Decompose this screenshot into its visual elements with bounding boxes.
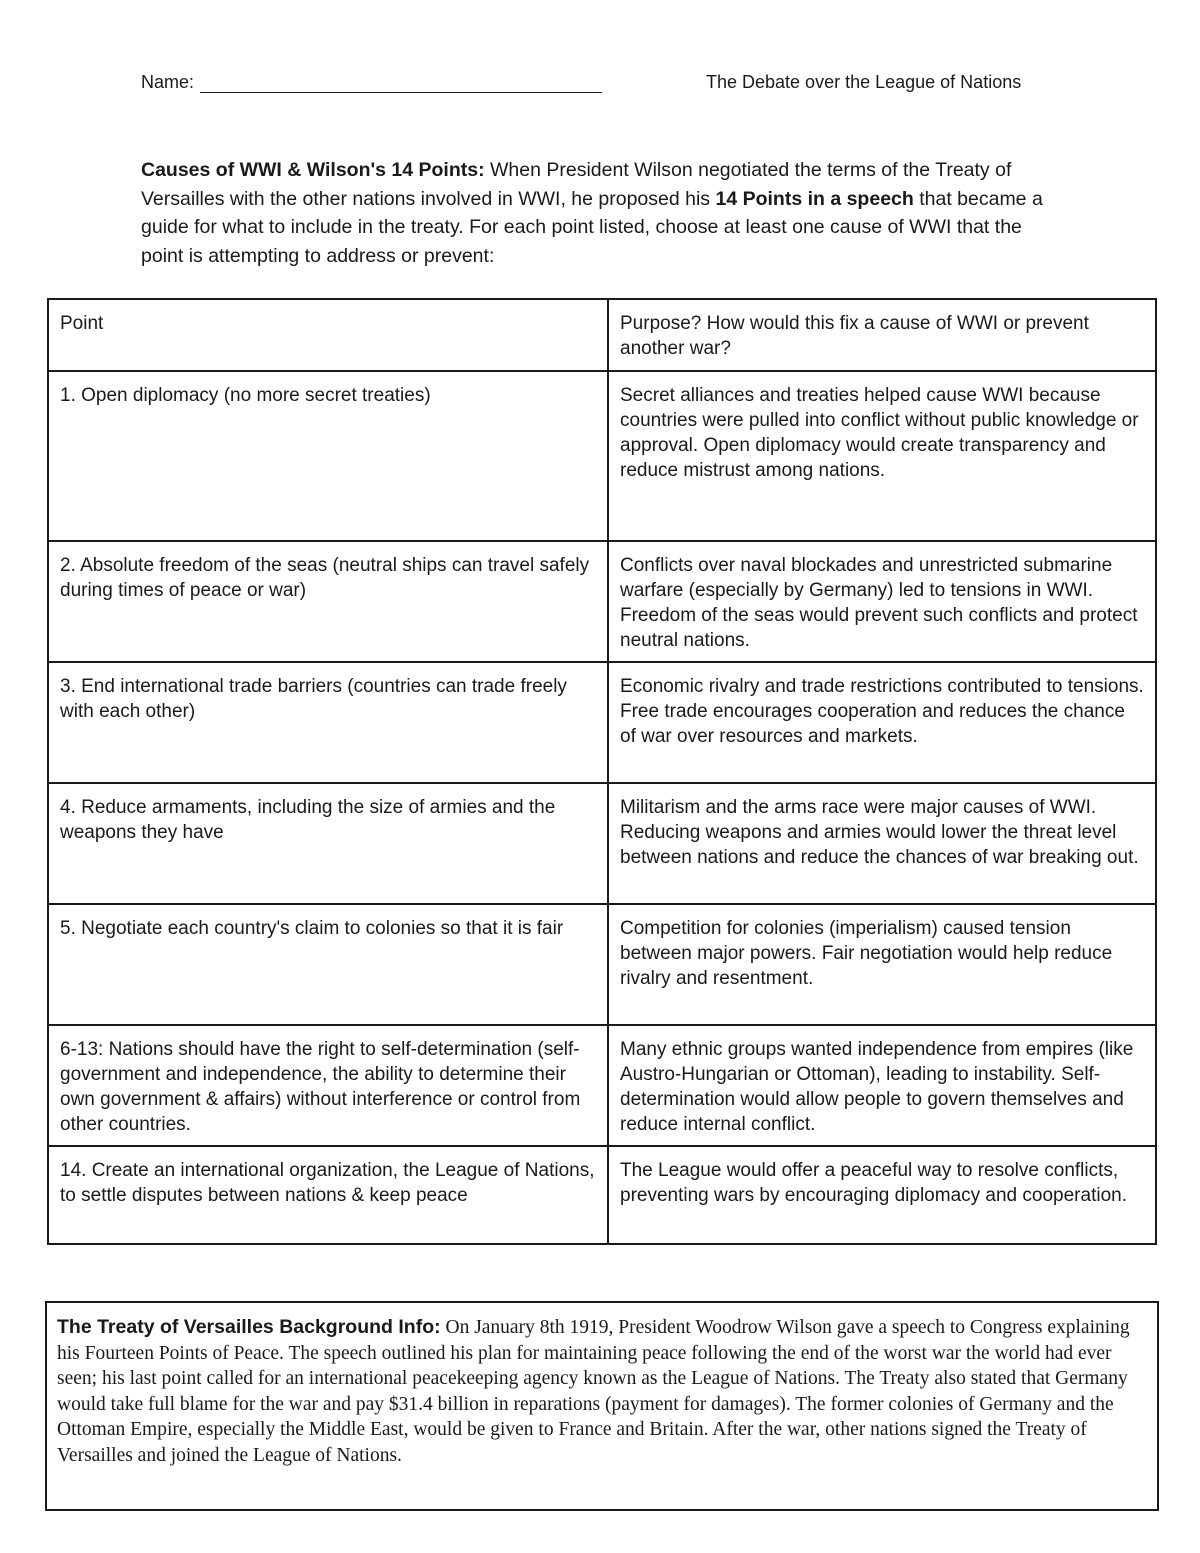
purpose-cell[interactable]: The League would offer a peaceful way to resolve conflicts, preventing wars by encouraging diplomacy and cooperation. (608, 1146, 1156, 1244)
name-field-row (141, 71, 602, 93)
table-row (48, 1146, 1156, 1244)
intro-text-2: that became a guide for what to include in the treaty. For each point listed, choose at least one cause of WWI that the point is attempting to address or prevent: (141, 187, 1043, 267)
purpose-cell[interactable]: Conflicts over naval blockades and unrestricted submarine warfare (especially by Germany) led to tensions in WWI. Freedom of the seas would prevent such conflicts and protect neutral nations. (608, 541, 1156, 662)
intro-text-1: When President Wilson negotiated the terms of the Treaty of Versailles with the other nations involved in WWI, he proposed his (141, 159, 1012, 210)
intro-paragraph (141, 156, 1046, 270)
name-blank-line[interactable] (200, 74, 602, 93)
point-cell: 1. Open diplomacy (no more secret treaties) (48, 371, 608, 541)
purpose-cell[interactable]: Many ethnic groups wanted independence from empires (like Austro-Hungarian or Ottoman), leading to instability. Self-determination would allow people to govern themselves and reduce internal conflict. (608, 1025, 1156, 1146)
purpose-cell[interactable]: Secret alliances and treaties helped cause WWI because countries were pulled into conflict without public knowledge or approval. Open diplomacy would create transparency and reduce mistrust among nations. (608, 371, 1156, 541)
table-row (48, 1025, 1156, 1146)
point-cell: 2. Absolute freedom of the seas (neutral ships can travel safely during times of peace or war) (48, 541, 608, 662)
table-row (48, 371, 1156, 541)
name-label: Name: (141, 72, 195, 92)
purpose-cell[interactable]: Economic rivalry and trade restrictions contributed to tensions. Free trade encourages cooperation and reduces the chance of war over resources and markets. (608, 662, 1156, 783)
header-purpose: Purpose? How would this fix a cause of WWI or prevent another war? (608, 299, 1156, 371)
background-info-box (45, 1301, 1159, 1511)
intro-heading: Causes of WWI & Wilson's 14 Points: (141, 159, 485, 181)
table-row (48, 662, 1156, 783)
point-cell: 5. Negotiate each country's claim to colonies so that it is fair (48, 904, 608, 1025)
background-text: On January 8th 1919, President Woodrow Wilson gave a speech to Congress explaining his Fourteen Points of Peace. The speech outlined his plan for maintaining peace following the end of the worst war the world had ever seen; his last point called for an international peacekeeping agency known as the League of Nations. The Treaty also stated that Germany would take full blame for the war and pay $31.4 billion in reparations (payment for damages). The former colonies of Germany and the Ottoman Empire, especially the Middle East, would be given to France and Britain. After the war, other nations signed the Treaty of Versailles and joined the League of Nations. (57, 1317, 1130, 1466)
worksheet-title: The Debate over the League of Nations (706, 72, 1022, 92)
table-row (48, 783, 1156, 904)
background-heading: The Treaty of Versailles Background Info: (57, 1316, 441, 1338)
table-header-row (48, 299, 1156, 371)
intro-bold-phrase: 14 Points in a speech (715, 187, 914, 210)
header-point: Point (48, 299, 608, 371)
point-cell: 14. Create an international organization, the League of Nations, to settle disputes between nations & keep peace (48, 1146, 608, 1244)
point-cell: 3. End international trade barriers (countries can trade freely with each other) (48, 662, 608, 783)
purpose-cell[interactable]: Competition for colonies (imperialism) caused tension between major powers. Fair negotiation would help reduce rivalry and resentment. (608, 904, 1156, 1025)
table-row (48, 904, 1156, 1025)
purpose-cell[interactable]: Militarism and the arms race were major causes of WWI. Reducing weapons and armies would lower the threat level between nations and reduce the chances of war breaking out. (608, 783, 1156, 904)
table-row (48, 541, 1156, 662)
point-cell: 4. Reduce armaments, including the size of armies and the weapons they have (48, 783, 608, 904)
points-table (47, 298, 1157, 1245)
point-cell: 6-13: Nations should have the right to self-determination (self-government and independence, the ability to determine their own government & affairs) without interference or control from other countries. (48, 1025, 608, 1146)
